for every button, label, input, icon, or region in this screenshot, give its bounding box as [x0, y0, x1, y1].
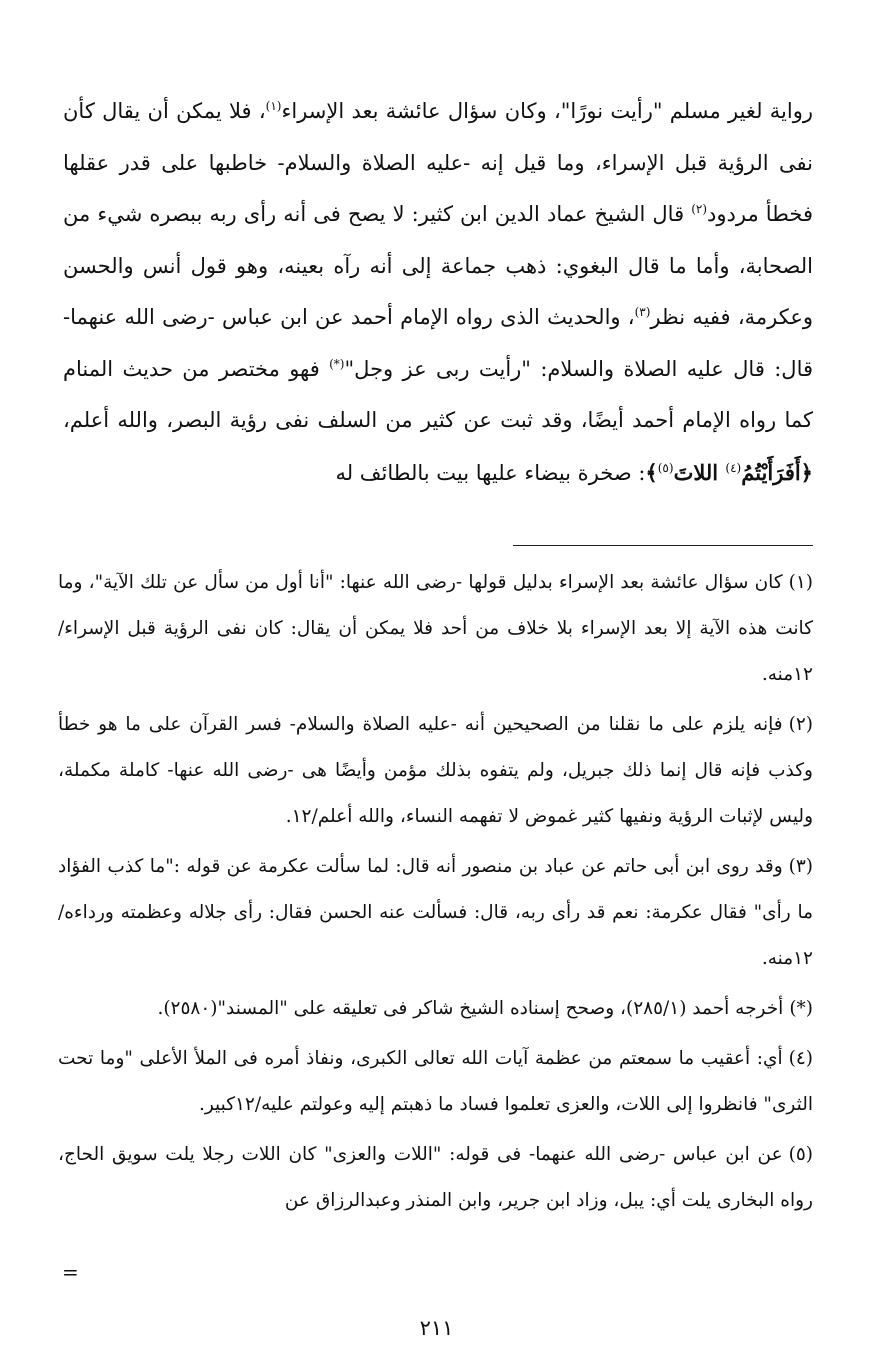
footnote-ref-1[interactable]: (١) — [265, 99, 282, 113]
footnote-3 — [58, 844, 813, 982]
footnote-number: (٤) — [788, 1048, 813, 1069]
footnote-divider — [513, 545, 813, 546]
footnote-number: (*) — [789, 998, 813, 1019]
quran-verse-close: ﴾ — [645, 459, 658, 485]
footnote-ref-5[interactable]: (٥) — [657, 460, 674, 475]
footnote-5 — [58, 1132, 813, 1224]
main-text-segment-1: رواية لغير مسلم "رأيت نورًا"، وكان سؤال عائشة بعد الإسراء — [281, 99, 813, 123]
main-text-segment-5: فهو مختصر من حديث المنام كما رواه الإمام أحمد أيضًا، وقد ثبت عن كثير من السلف نفى رؤية البصر، والله أعلم، — [63, 356, 813, 432]
footnote-ref-4[interactable]: (٤) — [725, 460, 742, 475]
footnote-number: (١) — [788, 572, 813, 593]
footnote-number: (٣) — [788, 856, 813, 877]
footnote-number: (٥) — [788, 1144, 813, 1165]
footnote-text: أي: أعقيب ما سمعتم من عظمة آيات الله تعالى الكبرى، ونفاذ أمره فى الملأ الأعلى "وما تحت الثرى" فانظروا إلى اللات، والعزى تعلموا فساد ما ذهبتم إليه وعولتم عليه/١٢كبير. — [58, 1048, 813, 1115]
footnote-text: عن ابن عباس -رضى الله عنهما- فى قوله: "اللات والعزى" كان اللات رجلا يلت سويق الحاج، رواه البخارى يلت أي: يبل، وزاد ابن جرير، وابن المنذر وعبدالرزاق عن — [58, 1144, 813, 1211]
footnote-text: أخرجه أحمد (٢٨٥/١)، وصحح إسناده الشيخ شاكر فى تعليقه على "المسند"(٢٥٨٠). — [157, 998, 784, 1019]
footnotes-list — [58, 560, 813, 1228]
main-text-segment-3: قال الشيخ عماد الدين ابن كثير: لا يصح فى أنه رأى ربه ببصره شيء من الصحابة، وأما ما قال البغوي: ذهب جماعة إلى أنه رآه بعينه، وهو قول أنس والحسن وعكرمة، ففيه نظر — [63, 202, 813, 329]
continuation-mark: = — [62, 1260, 79, 1284]
footnote-text: كان سؤال عائشة بعد الإسراء بدليل قولها -رضى الله عنها: "أنا أول من سأل عن تلك الآية"، وما كانت هذه الآية إلا بعد الإسراء بلا خلاف من أحد فلا يمكن أن يقال: كان نفى الرؤية قبل الإسراء/١٢منه. — [58, 572, 813, 685]
main-text-segment-6: : صخرة بيضاء عليها بيت بالطائف له — [335, 460, 646, 485]
footnote-4 — [58, 1036, 813, 1128]
main-text-segment-2: ، فلا يمكن أن يقال كأن نفى الرؤية قبل الإسراء، وما قيل إنه -عليه الصلاة والسلام- خاطبها على قدر عقلها فخطأ مردود — [63, 99, 813, 226]
quran-verse-part-1: ﴿أَفَرَأَيْتُمُ — [741, 459, 813, 485]
main-body-text — [63, 86, 813, 499]
main-text-segment-4: ، والحديث الذى رواه الإمام أحمد عن ابن عباس -رضى الله عنهما- قال: قال عليه الصلاة والسلام: "رأيت ربى عز وجل" — [63, 305, 814, 381]
footnote-number: (٢) — [788, 714, 813, 735]
footnote-ref-3[interactable]: (٣) — [634, 305, 651, 319]
footnote-2 — [58, 702, 813, 840]
footnote-ref-2[interactable]: (٢) — [691, 202, 708, 216]
footnote-text: وقد روى ابن أبى حاتم عن عباد بن منصور أنه قال: لما سألت عكرمة عن قوله :"ما كذب الفؤاد ما رأى" فقال عكرمة: نعم قد رأى ربه، قال: فسألت عنه الحسن فقال: رأى جلاله وعظمته ورداءه/١٢منه. — [58, 856, 813, 969]
page-number: ٢١١ — [419, 1316, 454, 1340]
footnote-text: فإنه يلزم على ما نقلنا من الصحيحين أنه -عليه الصلاة والسلام- فسر القرآن على ما هو خطأ وكذب فإنه قال إنما ذلك جبريل، ولم يتفوه بذلك مؤمن وأيضًا هى -رضى الله عنها- كاملة مكملة، وليس لإثبات الرؤية ونفيها كثير غموض لا تفهمه النساء، والله أعلم/١٢. — [58, 714, 813, 827]
footnote-ref-star[interactable]: (*) — [329, 356, 345, 371]
quran-verse-part-2: اللاتَ — [673, 459, 726, 485]
footnote-star — [58, 986, 813, 1032]
footnote-1 — [58, 560, 813, 698]
